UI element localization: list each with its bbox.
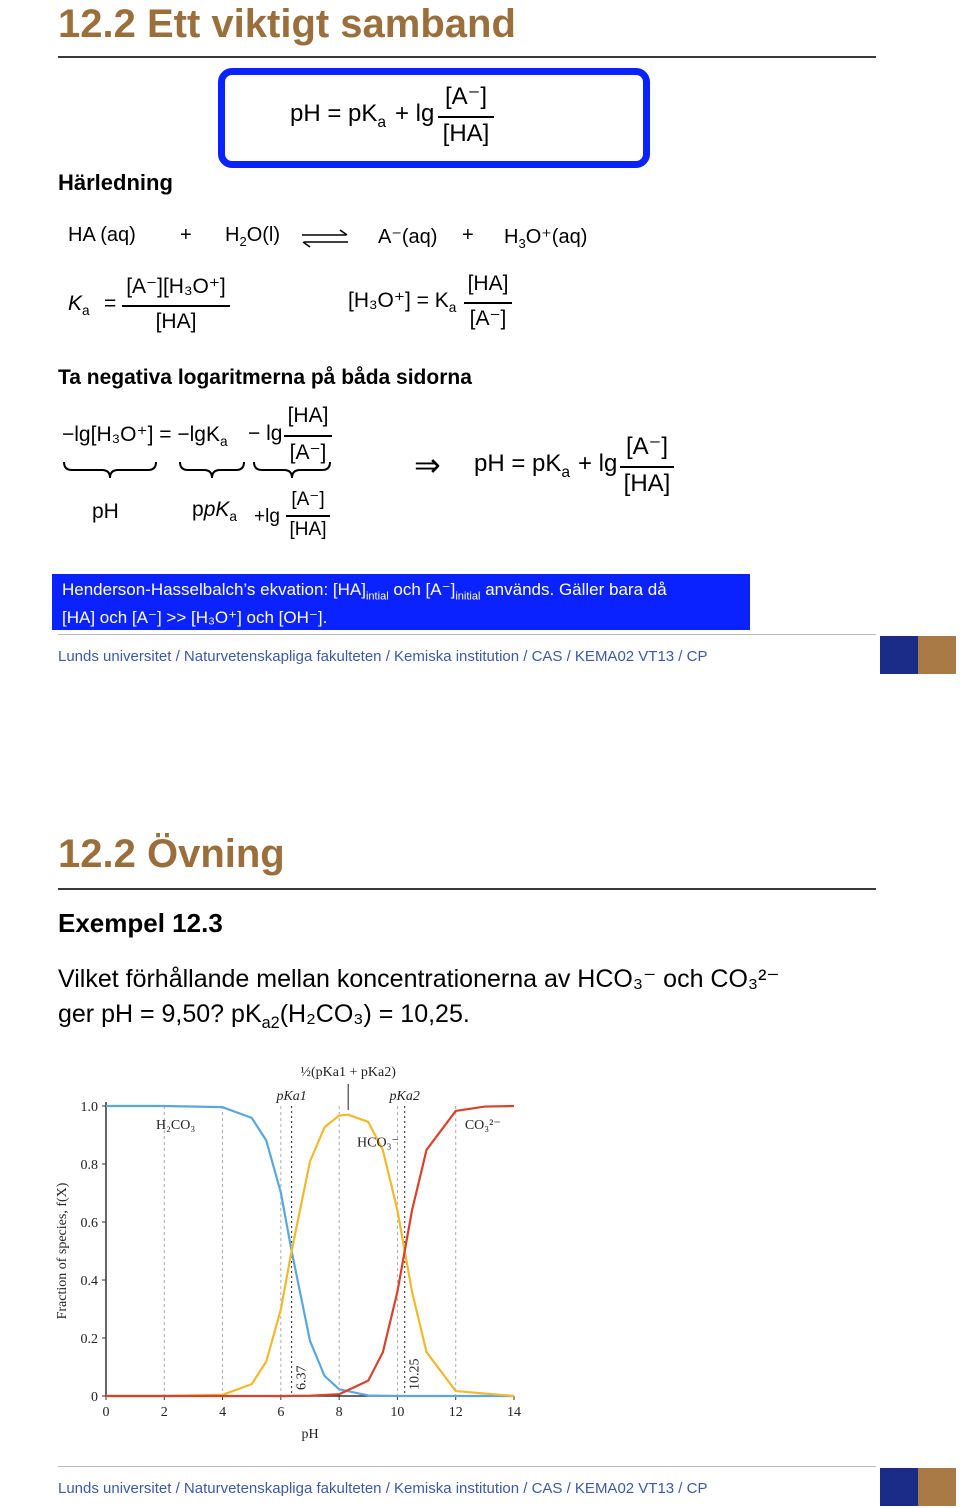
equilibrium-arrow-icon	[300, 228, 350, 250]
result-equation: pH = $pK_a$ + lg [A⁻] [HA]	[474, 430, 694, 500]
logo-square-brown-1	[918, 636, 956, 674]
underbraces	[60, 460, 360, 482]
x-tick-label: 14	[507, 1405, 521, 1420]
pka-value-label: 10.25	[407, 1358, 423, 1390]
y-tick-label: 0.4	[80, 1274, 98, 1289]
x-tick-label: 12	[448, 1405, 463, 1420]
boxed-eq-den: [HA]	[442, 120, 490, 147]
reaction-plus-1: +	[180, 224, 192, 246]
y-tick-label: 0.2	[80, 1332, 98, 1347]
derivation-label: Härledning	[58, 170, 173, 195]
series-line-2	[106, 1106, 514, 1396]
reaction-plus-2: +	[462, 224, 474, 246]
brace-label-pka: ppK$_a$	[192, 498, 237, 525]
pka-label: pKa2	[389, 1089, 420, 1104]
x-tick-label: 4	[219, 1405, 227, 1420]
speciation-chart	[40, 1050, 540, 1450]
footer-text-1: Lunds universitet / Naturvetenskapliga fakulteten / Kemiska institution / CAS / KEMA02 VT13 / CP	[58, 648, 708, 665]
species-label: HCO₃⁻	[357, 1135, 399, 1151]
footer-text-2: Lunds universitet / Naturvetenskapliga fakulteten / Kemiska institution / CAS / KEMA02 VT13 / CP	[58, 1480, 708, 1497]
x-tick-label: 2	[160, 1405, 168, 1420]
boxed-eq-line	[438, 116, 494, 118]
log-equation: −lg[H₃O⁺] = −lgK$_a$ − lg [HA] [A⁻]	[62, 402, 362, 468]
logo-square-blue-2	[880, 1468, 918, 1506]
h3o-num: [HA]	[467, 272, 509, 295]
ka-den: [HA]	[155, 310, 197, 333]
h3o-expression: $[H_3O^+] = K_a$ [HA] [A⁻]	[348, 272, 548, 342]
boxed-eq-sub: a	[377, 113, 387, 131]
y-tick-label: 0.6	[80, 1216, 98, 1231]
y-tick-label: 0.8	[80, 1158, 98, 1173]
pka-label: pKa1	[276, 1089, 307, 1104]
brace-label-ph: pH	[92, 500, 119, 523]
ka-num: [A⁻][H₃O⁺]	[126, 275, 226, 298]
h3o-den: [A⁻]	[469, 307, 507, 330]
x-axis-label: pH	[301, 1427, 319, 1442]
x-tick-label: 8	[335, 1405, 343, 1420]
reactant-water: $H_2O(l)$	[225, 224, 281, 249]
footer-rule-1	[58, 634, 876, 635]
slide2-title: 12.2 Övning	[58, 832, 285, 876]
info-box: Henderson-Hasselbalch’s ekvation: $[HA]_{intial}$ och $[A^-]_{initial}$ används. Gäller bara då [HA] och [A⁻] >> [H₃O⁺] och [OH⁻].	[52, 574, 750, 630]
reaction-equation	[68, 224, 628, 254]
slide2-title-rule	[58, 888, 876, 890]
product-h3o: $H_3O^+(aq)$	[504, 226, 588, 251]
x-tick-label: 0	[102, 1405, 110, 1420]
boxed-eq-lhs: pH = pK	[290, 100, 378, 127]
product-a: A⁻(aq)	[378, 226, 438, 248]
logo-square-brown-2	[918, 1468, 956, 1506]
reactant-ha: HA (aq)	[68, 224, 136, 246]
logo-square-blue-1	[880, 636, 918, 674]
example-heading: Exempel 12.3	[58, 908, 223, 938]
implies-icon: ⇒	[414, 447, 441, 483]
brace-label-lg: +lg [A⁻] [HA]	[254, 488, 344, 548]
x-tick-label: 6	[277, 1405, 285, 1420]
midpoint-annotation: ½(pKa1 + pKa2)	[300, 1065, 396, 1080]
pka-value-label: 6.37	[294, 1365, 310, 1390]
negative-log-text: Ta negativa logaritmerna på båda sidorna	[58, 366, 472, 389]
boxed-eq-plus: + lg	[395, 100, 435, 127]
x-tick-label: 10	[390, 1405, 405, 1420]
ka-expression: $K_a$ = [A⁻][H₃O⁺] [HA]	[68, 272, 258, 342]
series-line-1	[106, 1115, 514, 1396]
species-label: CO₃²⁻	[464, 1118, 501, 1134]
y-axis-label: Fraction of species, f(X)	[55, 1182, 70, 1320]
question-line-2: ger pH = 9,50? $pK_{a2}(H_2CO_3) = 10,25$.	[58, 1000, 470, 1032]
boxed-eq-num: [A⁻]	[444, 83, 487, 110]
footer-rule-2	[58, 1466, 876, 1467]
y-tick-label: 0	[91, 1390, 98, 1405]
series-line-0	[106, 1106, 514, 1396]
slide1-title: 12.2 Ett viktigt samband	[58, 2, 516, 46]
species-label: H₂CO₃	[155, 1118, 196, 1134]
question-line-1: Vilket förhållande mellan koncentrationerna av HCO₃⁻ och CO₃²⁻	[58, 965, 780, 993]
y-tick-label: 1.0	[80, 1100, 98, 1115]
boxed-equation	[290, 80, 620, 160]
slide1-title-rule	[58, 56, 876, 58]
